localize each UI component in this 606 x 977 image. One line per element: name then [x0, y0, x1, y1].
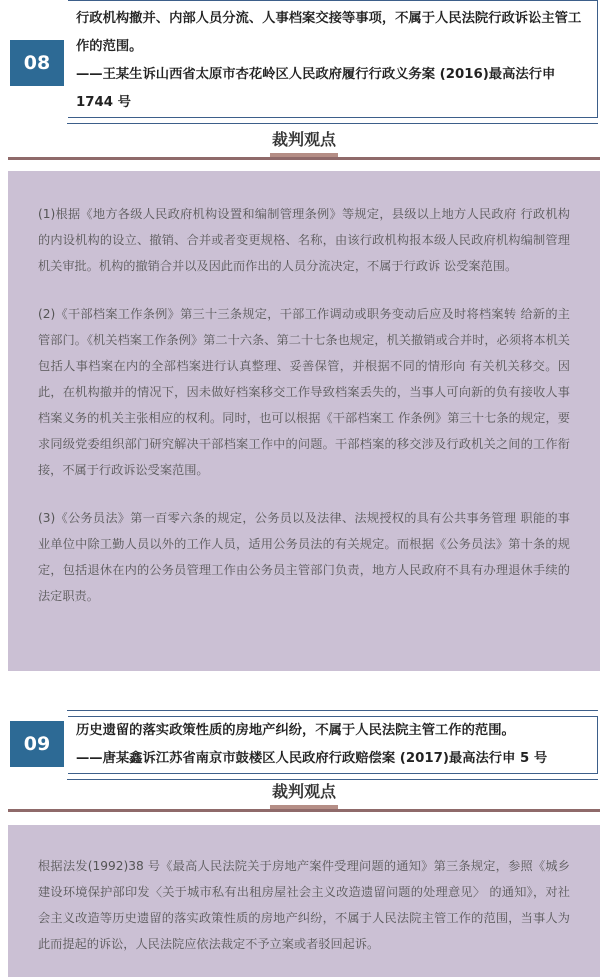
case-number-badge: 08 — [10, 40, 64, 86]
case-09-text — [68, 717, 597, 773]
opinion-panel-08 — [8, 171, 600, 671]
case-08-frame — [68, 0, 598, 118]
section-header-08 — [8, 130, 600, 160]
case-citation: ——唐某鑫诉江苏省南京市鼓楼区人民政府行政赔偿案 (2017)最高法行申 5 号 — [76, 751, 548, 766]
section-title: 裁判观点 — [270, 127, 338, 157]
opinion-paragraph: 根据法发(1992)38 号《最高人民法院关于房地产案件受理问题的通知》第三条规定，参照《城乡建设环境保护部印发〈关于城市私有出租房屋社会主义改造遗留问题的处理意见〉 的通知》，对社会主义改造等历史遗留的落实政策性质的房地产纠纷，不属于人民法院主管工作的范围，当事人为此而提起的诉讼，人民法院应依法裁定不予立案或者驳回起诉。 — [38, 859, 570, 951]
opinion-panel-09 — [8, 825, 600, 977]
opinion-paragraph: (2)《干部档案工作条例》第三十三条规定，干部工作调动或职务变动后应及时将档案转 给新的主管部门。《机关档案工作条例》第二十六条、第二十七条也规定，机关撤销或合并时，必须将本机关包括人事档案在内的全部档案进行认真整理、妥善保管，并根据不同的情形向 有关机关移交。因此，在机构撤并的情况下，因未做好档案移交工作导致档案丢失的，当事人可向新的负有接收人事档案义务的机关主张相应的权利。同时，也可以根据《干部档案工 作条例》第三十七条的规定，要求同级党委组织部门研究解决干部档案工作中的问题。干部档案的移交涉及行政机关之间的工作衔接，不属于行政诉讼受案范围。 — [38, 307, 570, 477]
section-divider — [8, 809, 600, 812]
section-divider — [8, 157, 600, 160]
opinion-paragraph: (1)根据《地方各级人民政府机构设置和编制管理条例》等规定，县级以上地方人民政府 行政机构的内设机构的设立、撤销、合并或者变更规格、名称，由该行政机构报本级人民政府机构编制管理机关审批。机构的撤销合并以及因此而作出的人员分流决定，不属于行政诉 讼受案范围。 — [38, 207, 570, 273]
case-number-badge: 09 — [10, 721, 64, 767]
case-08-text — [68, 1, 597, 121]
opinion-paragraph: (3)《公务员法》第一百零六条的规定，公务员以及法律、法规授权的具有公共事务管理 职能的事业单位中除工勤人员以外的工作人员，适用公务员法的有关规定。而根据《公务员法》第十条的规定，包括退休在内的公务员管理工作由公务员主管部门负责，地方人民政府不具有办理退休手续的法定职责。 — [38, 511, 570, 603]
case-holding: 行政机构撤并、内部人员分流、人事档案交接等事项，不属于人民法院行政诉讼主管工 作的范围。 — [76, 11, 582, 54]
section-header-09 — [8, 782, 600, 812]
case-09-frame — [68, 716, 598, 774]
section-title: 裁判观点 — [270, 779, 338, 809]
case-citation: ——王某生诉山西省太原市杏花岭区人民政府履行行政义务案 (2016)最高法行申 1744 号 — [76, 67, 556, 110]
case-holding: 历史遗留的落实政策性质的房地产纠纷，不属于人民法院主管工作的范围。 — [76, 723, 515, 738]
